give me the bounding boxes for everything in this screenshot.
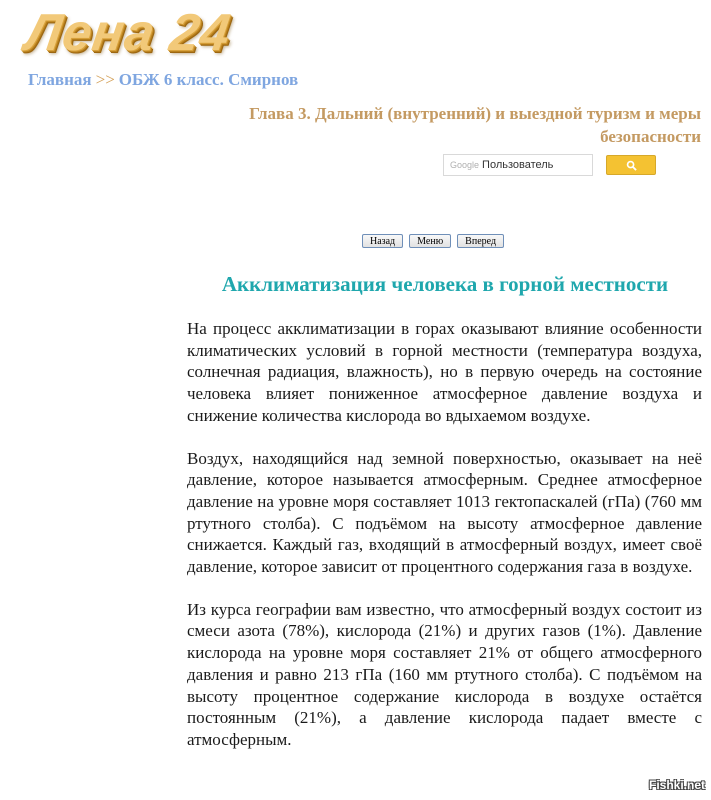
search-placeholder: Пользователь [482, 159, 554, 171]
search-button[interactable] [606, 155, 656, 175]
search-input[interactable] [443, 154, 593, 176]
breadcrumb-current-link[interactable]: ОБЖ 6 класс. Смирнов [118, 70, 299, 89]
breadcrumb [28, 70, 298, 90]
chapter-title: Глава 3. Дальний (внутренний) и выездной туризм и меры безопасности [249, 104, 701, 146]
breadcrumb-home-link[interactable]: Главная [28, 70, 92, 89]
article-title: Акклиматизация человека в горной местности [221, 272, 669, 296]
paragraph: Воздух, находящийся над земной поверхностью, оказывает на неё давление, которое называется атмосферным. Среднее атмосферное давление на уровне моря составляет 1013 гектопаскалей (гПа) (760 мм ртутного столба). С подъёмом на высоту атмосферное давление снижается. Каждый газ, входящий в атмосферный воздух, имеет своё давление, которое зависит от процентного содержания газа в воздухе. [187, 448, 702, 577]
paragraph: На процесс акклиматизации в горах оказывают влияние особенности климатических условий в горной местности (температура воздуха, солнечная радиация, влажность), но в первую очередь на состояние человека влияет пониженное атмосферное давление воздуха и снижение количества кислорода во вдыхаемом воздухе. [187, 319, 702, 425]
google-brand-label: Google [450, 160, 480, 170]
watermark: Fishki.net [648, 778, 705, 792]
search-icon [626, 160, 637, 171]
paragraph: Из курса географии вам известно, что атмосферный воздух состоит из смеси азота (78%), кислорода (21%) и других газов (1%). Давление кислорода на уровне моря составляет 21% от общего атмосферного давления и равно 213 гПа (160 мм ртутного столба). С подъёмом на высоту процентное содержание кислорода в воздухе остаётся постоянным (21%), а давление кислорода падает вместе с атмосферным. [187, 599, 702, 749]
back-button[interactable]: Назад [362, 234, 403, 248]
logo-text: Лена 24 [21, 4, 235, 62]
page-navigation [362, 234, 504, 248]
forward-button[interactable]: Вперед [457, 234, 504, 248]
article-body [187, 318, 702, 772]
site-logo[interactable] [21, 4, 316, 62]
menu-button[interactable]: Меню [409, 234, 451, 248]
breadcrumb-separator: >> [95, 70, 115, 89]
